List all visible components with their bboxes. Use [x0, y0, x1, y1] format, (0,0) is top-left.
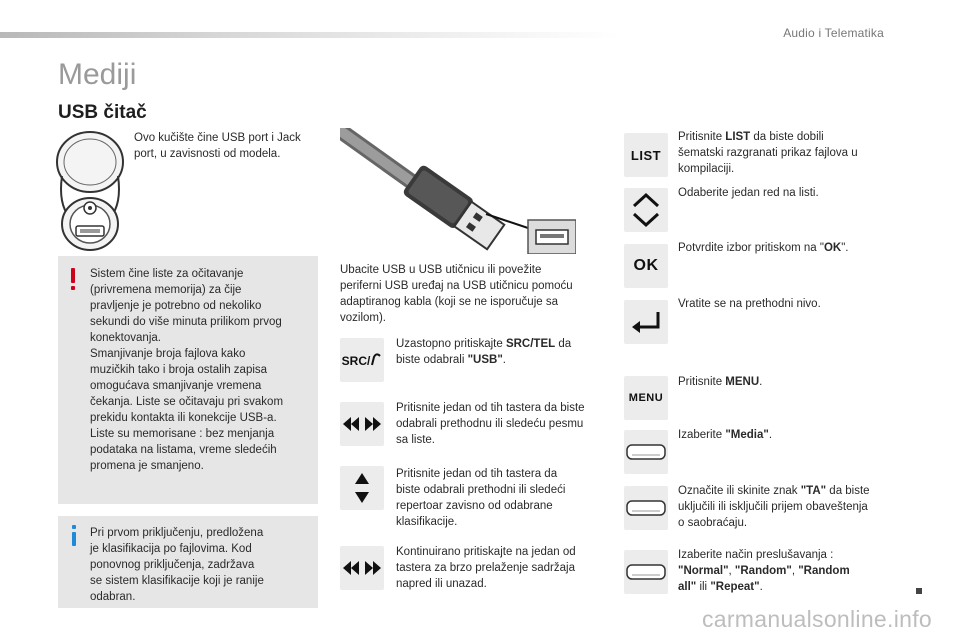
info-text: Pri prvom priključenju, predložena je klasifikacija po fajlovima. Kod ponovnog priključenja, zadržava se sistem klasifikacije koji je ranije odabran.: [90, 527, 264, 603]
page-marker: [916, 588, 922, 594]
watermark-text: carmanualsonline.info: [701, 606, 932, 632]
menu-text: Pritisnite MENU.: [678, 376, 763, 388]
list-text: Pritisnite LIST da biste dobili šematski razgranati prikaz fajlova u kompilaciji.: [678, 131, 858, 175]
back-arrow-icon: [629, 309, 663, 335]
list-label: LIST: [630, 147, 662, 163]
up-down-button: [340, 466, 384, 510]
page-subtitle: USB čitač: [58, 102, 147, 123]
warning-icon: [66, 266, 80, 297]
ok-button: [624, 244, 668, 288]
rounded-button-icon: [626, 444, 666, 460]
rewind-forward-icon: [341, 417, 383, 431]
navigation-text: Odaberite jedan red na listi.: [678, 187, 819, 199]
intro-text: Ovo kučište čine USB port i Jack port, u zavisnosti od modela.: [134, 132, 301, 160]
usb-stick-illustration: [340, 128, 576, 254]
ok-text: Potvrdite izbor pritiskom na "OK".: [678, 242, 849, 254]
up-down-text: Pritisnite jedan od tih tastera da biste odabrali prethodni ili sledeći repertoar zavisno od odabrane klasifikacije.: [396, 468, 566, 528]
src-tel-text: Uzastopno pritiskajte SRC/TEL da biste odabrali "USB".: [396, 338, 572, 366]
back-text: Vratite se na prethodni nivo.: [678, 298, 821, 310]
play-mode-option-button: [624, 550, 668, 594]
page-title: Mediji: [58, 58, 137, 91]
src-tel-button: [340, 338, 384, 382]
menu-label: MENU: [628, 392, 664, 404]
src-tel-icon: SRC/: [342, 353, 383, 368]
ta-option-button: [624, 486, 668, 530]
chevron-up-down-icon: [631, 191, 661, 229]
back-button: [624, 300, 668, 344]
section-title: Audio i Telematika: [783, 26, 884, 40]
media-text: Izaberite "Media".: [678, 429, 773, 441]
usb-port-illustration: [52, 126, 128, 252]
navigation-button: [624, 188, 668, 232]
warning-text: Sistem čine liste za očitavanje (privremena memorija) za čije pravljenje je potrebno od nekoliko sekundi do više minuta prilikom prvog konektovanja. Smanjivanje broja fajlova kako muzičkih tako i broja ostalih zapisa omogućava smanjivanje vremena čekanja. Liste se očitavaju pri svakom prekidu kontakta ili konekcije USB-a. Liste su memorisane : bez menjanja podataka na listama, vreme sledećih promena je smanjeno.: [90, 268, 284, 472]
header-bar: [0, 32, 620, 38]
rounded-button-icon: [626, 564, 666, 580]
ta-text: Označite ili skinite znak "TA" da biste uključili ili isključili prijem obaveštenja o saobraćaju.: [678, 485, 870, 529]
up-down-arrows-icon: [354, 471, 370, 505]
ok-label: OK: [633, 257, 659, 274]
info-icon: [68, 524, 80, 553]
fast-scan-text: Kontinuirano pritiskajte na jedan od tastera za brzo prelaženje sadržaja napred ili unazad.: [396, 546, 576, 590]
list-button: [624, 133, 668, 177]
prev-next-button: [340, 402, 384, 446]
rounded-button-icon: [626, 500, 666, 516]
rewind-forward-icon: [341, 561, 383, 575]
play-mode-text: Izaberite način preslušavanja : "Normal", "Random", "Random all" ili "Repeat".: [678, 549, 850, 593]
prev-next-text: Pritisnite jedan od tih tastera da biste odabrali prethodnu ili sledeću pesmu sa liste.: [396, 402, 585, 446]
usb-instruction-text: Ubacite USB u USB utičnicu ili povežite periferni USB uređaj na USB utičnicu pomoću adaptiranog kabla (koji se ne isporučuje sa vozilom).: [340, 264, 573, 324]
fast-scan-button: [340, 546, 384, 590]
menu-button: [624, 376, 668, 420]
media-option-button: [624, 430, 668, 474]
